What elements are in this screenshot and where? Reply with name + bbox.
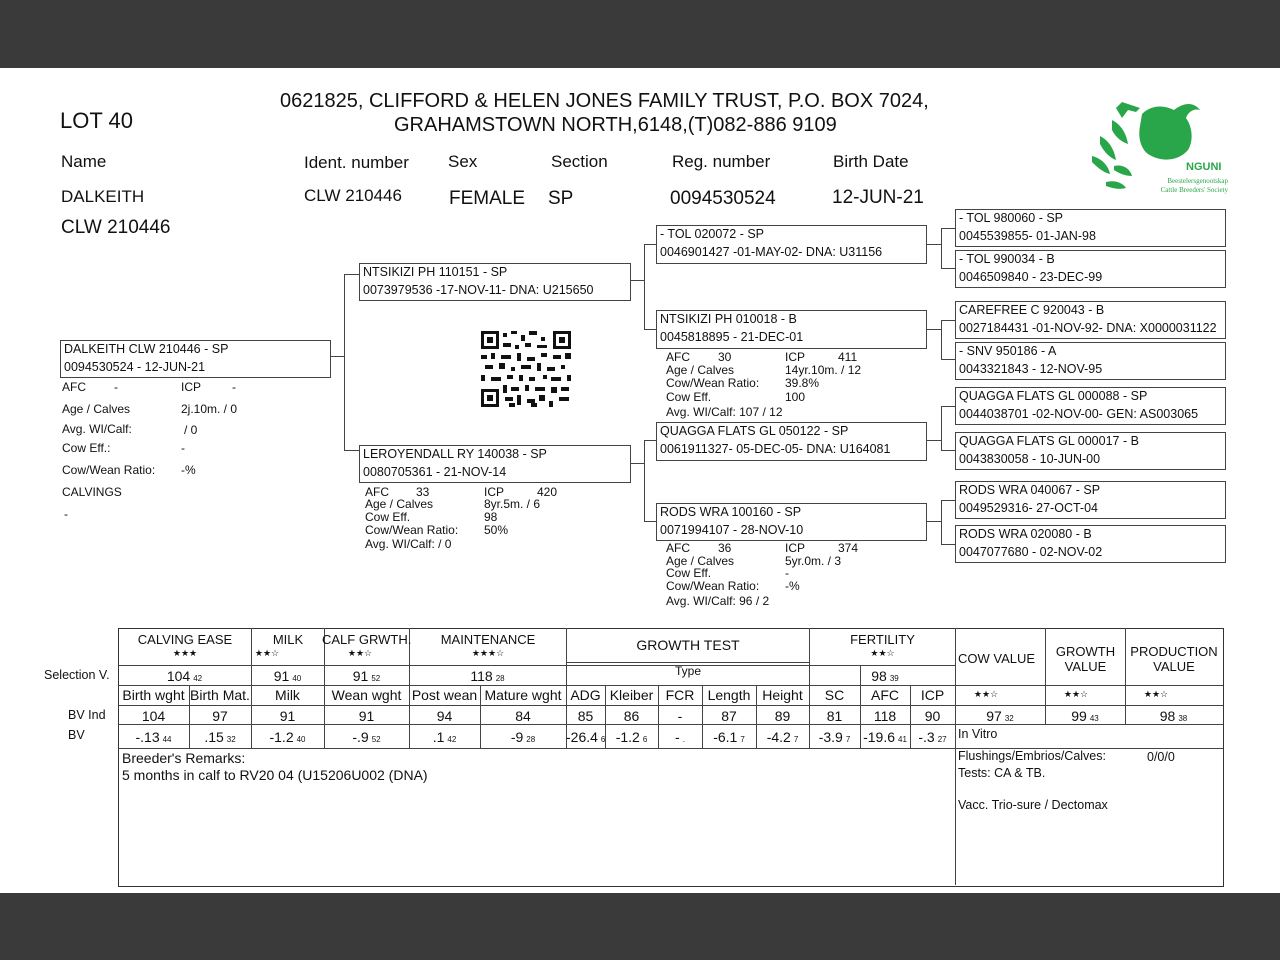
table-rule bbox=[118, 665, 955, 666]
bv-ind-cell: 84 bbox=[515, 708, 531, 724]
pedigree-line bbox=[644, 440, 645, 522]
pedigree-line bbox=[941, 544, 955, 545]
bv-ind-cell: 85 bbox=[577, 708, 594, 724]
column-header: Post wean bbox=[411, 687, 478, 703]
sd-age-label: Age / Calves bbox=[666, 363, 735, 377]
group-growth-test: GROWTH TEST bbox=[636, 637, 740, 653]
in-vitro-label: In Vitro bbox=[958, 727, 998, 741]
dd-afc: 36 bbox=[718, 541, 732, 555]
ggp-name: - SNV 950186 - A bbox=[959, 344, 1057, 358]
pedigree-line bbox=[329, 356, 345, 357]
ds-reg: 0061911327- 05-DEC-05- DNA: U164081 bbox=[660, 442, 891, 456]
self-afc-label: AFC bbox=[62, 380, 86, 394]
stars-milk: ★★☆ bbox=[254, 648, 280, 658]
pedigree-line bbox=[926, 329, 942, 330]
group-calving-ease: CALVING EASE bbox=[137, 632, 233, 647]
column-header: Milk bbox=[275, 687, 300, 703]
self-age-label: Age / Calves bbox=[62, 402, 131, 416]
sire-box bbox=[359, 263, 631, 301]
ggp-name: CAREFREE C 920043 - B bbox=[959, 303, 1105, 317]
bv-cell: .1 42 bbox=[432, 729, 457, 745]
pedigree-line bbox=[344, 274, 345, 451]
group-production-value: PRODUCTION VALUE bbox=[1130, 644, 1218, 674]
pedigree-line bbox=[941, 406, 942, 450]
row-label-selection: Selection V. bbox=[44, 668, 110, 682]
animal-ident-line: CLW 210446 bbox=[61, 217, 171, 238]
animal-reg: 0094530524 bbox=[670, 188, 776, 209]
bv-ind-cell: 90 bbox=[924, 708, 941, 724]
bv-cell: -6.1 7 bbox=[713, 729, 745, 745]
stars-growth-value: ★★☆ bbox=[1063, 689, 1089, 699]
sire-reg: 0073979536 -17-NOV-11- DNA: U215650 bbox=[363, 283, 594, 297]
bv-ind-cell: 87 bbox=[721, 708, 737, 724]
bv-cell: - . bbox=[675, 729, 685, 745]
selection-cell: 104 42 bbox=[166, 668, 203, 684]
ss-name: - TOL 020072 - SP bbox=[660, 227, 764, 241]
column-header: Wean wght bbox=[331, 687, 402, 703]
nguni-logo bbox=[1082, 96, 1232, 200]
header-section: Section bbox=[551, 152, 608, 171]
dam-dam-box bbox=[656, 503, 927, 541]
dam-afc: 33 bbox=[416, 485, 430, 499]
bv-ind-cell: - bbox=[677, 708, 683, 724]
sd-age: 14yr.10m. / 12 bbox=[785, 363, 862, 377]
animal-section: SP bbox=[548, 188, 574, 209]
header-ident: Ident. number bbox=[304, 153, 409, 172]
pedigree-line bbox=[941, 320, 942, 359]
dam-reg: 0080705361 - 21-NOV-14 bbox=[363, 465, 507, 479]
sd-afc: 30 bbox=[718, 350, 732, 364]
ggp-box-4 bbox=[955, 342, 1226, 380]
sd-icp: 411 bbox=[838, 350, 858, 364]
pedigree-line bbox=[629, 280, 645, 281]
animal-name: DALKEITH bbox=[61, 187, 145, 206]
catalogue-page bbox=[0, 68, 1280, 893]
dd-ratio-label: Cow/Wean Ratio: bbox=[666, 579, 760, 593]
column-header: AFC bbox=[871, 687, 899, 703]
sd-ratio-label: Cow/Wean Ratio: bbox=[666, 376, 760, 390]
self-pedigree-box bbox=[60, 340, 331, 378]
bv-cell: -.13 44 bbox=[135, 729, 172, 745]
ggp-reg: 0046509840 - 23-DEC-99 bbox=[959, 270, 1103, 284]
dam-name: LEROYENDALL RY 140038 - SP bbox=[363, 447, 547, 461]
pedigree-line bbox=[941, 500, 955, 501]
column-header: Height bbox=[762, 687, 803, 703]
table-rule bbox=[955, 628, 956, 885]
bv-ind-cell: 94 bbox=[436, 708, 453, 724]
bv-ind-cell: 81 bbox=[826, 708, 843, 724]
self-eff-label: Cow Eff.: bbox=[62, 441, 111, 455]
column-header: Birth Mat. bbox=[190, 687, 250, 703]
group-growth-value: GROWTH VALUE bbox=[1055, 644, 1116, 674]
self-wi-label: Avg. WI/Calf: bbox=[62, 422, 132, 436]
dam-wi: Avg. WI/Calf: / 0 bbox=[365, 537, 452, 551]
dd-icp: 374 bbox=[838, 541, 859, 555]
ggp-box-2 bbox=[955, 250, 1226, 288]
sd-reg: 0045818895 - 21-DEC-01 bbox=[660, 330, 804, 344]
ggp-box-8 bbox=[955, 525, 1226, 563]
bv-cell: .15 32 bbox=[204, 729, 236, 745]
ggp-box-6 bbox=[955, 432, 1226, 470]
flushings-label: Flushings/Embrios/Calves: bbox=[958, 749, 1106, 763]
selection-cell: 118 28 bbox=[470, 668, 505, 684]
sire-name: NTSIKIZI PH 110151 - SP bbox=[363, 265, 508, 279]
pedigree-line bbox=[344, 450, 360, 451]
ggp-reg: 0047077680 - 02-NOV-02 bbox=[959, 545, 1103, 559]
self-wi: / 0 bbox=[184, 423, 198, 437]
ggp-name: RODS WRA 040067 - SP bbox=[959, 483, 1101, 497]
self-name: DALKEITH CLW 210446 - SP bbox=[64, 342, 229, 356]
breeder-line-2: GRAHAMSTOWN NORTH,6148,(T)082-886 9109 bbox=[394, 114, 837, 136]
group-cow-value: COW VALUE bbox=[958, 651, 1036, 666]
stars-production-value: ★★☆ bbox=[1143, 689, 1169, 699]
column-header: FCR bbox=[665, 687, 695, 703]
dd-ratio: -% bbox=[785, 579, 800, 593]
column-header: Birth wght bbox=[122, 687, 185, 703]
pedigree-line bbox=[926, 244, 942, 245]
table-rule bbox=[118, 685, 1223, 686]
dam-age: 8yr.5m. / 6 bbox=[484, 497, 541, 511]
self-age: 2j.10m. / 0 bbox=[181, 402, 238, 416]
self-reg: 0094530524 - 12-JUN-21 bbox=[64, 360, 206, 374]
group-fertility: FERTILITY bbox=[850, 632, 915, 647]
flushings-value: 0/0/0 bbox=[1147, 750, 1175, 764]
pedigree-line bbox=[941, 228, 942, 268]
calvings-label: CALVINGS bbox=[62, 485, 122, 499]
header-birth: Birth Date bbox=[833, 152, 909, 171]
sd-eff: 100 bbox=[785, 390, 806, 404]
group-maintenance: MAINTENANCE bbox=[440, 632, 536, 647]
dd-icp-label: ICP bbox=[785, 541, 806, 555]
qr-code bbox=[481, 331, 571, 407]
header-reg: Reg. number bbox=[672, 152, 771, 171]
logo-society-1: Beestelersgenootskap bbox=[1167, 177, 1228, 185]
sd-ratio: 39.8% bbox=[785, 376, 820, 390]
ggp-reg: 0043830058 - 10-JUN-00 bbox=[959, 452, 1101, 466]
bottom-bar bbox=[0, 893, 1280, 960]
logo-society-2: Cattle Breeders' Society bbox=[1160, 186, 1228, 194]
pedigree-line bbox=[644, 521, 656, 522]
dam-sire-box bbox=[656, 422, 927, 461]
pedigree-line bbox=[926, 521, 942, 522]
dam-ratio: 50% bbox=[484, 523, 509, 537]
pedigree-line bbox=[644, 244, 656, 245]
pedigree-line bbox=[941, 406, 955, 407]
vaccination-note: Vacc. Trio-sure / Dectomax bbox=[958, 798, 1108, 812]
type-label: Type bbox=[674, 664, 701, 678]
self-ratio-label: Cow/Wean Ratio: bbox=[62, 463, 156, 477]
self-eff: - bbox=[181, 441, 185, 455]
pedigree-line bbox=[941, 320, 955, 321]
bv-cell: -.9 52 bbox=[352, 729, 381, 745]
bv-ind-cell: 97 bbox=[212, 708, 228, 724]
ds-name: QUAGGA FLATS GL 050122 - SP bbox=[660, 424, 849, 438]
sd-name: NTSIKIZI PH 010018 - B bbox=[660, 312, 797, 326]
table-rule bbox=[118, 724, 1223, 725]
self-afc: - bbox=[114, 380, 118, 394]
column-header: Length bbox=[707, 687, 751, 703]
ggp-box-1 bbox=[955, 209, 1226, 247]
tests-note: Tests: CA & TB. bbox=[958, 766, 1046, 780]
dam-eff: 98 bbox=[484, 510, 498, 524]
dd-reg: 0071994107 - 28-NOV-10 bbox=[660, 523, 804, 537]
ggp-name: QUAGGA FLATS GL 000017 - B bbox=[959, 434, 1139, 448]
self-icp-label: ICP bbox=[181, 380, 202, 394]
column-header: SC bbox=[824, 687, 845, 703]
ggp-name: QUAGGA FLATS GL 000088 - SP bbox=[959, 389, 1148, 403]
self-ratio: -% bbox=[181, 463, 196, 477]
pedigree-line bbox=[644, 440, 656, 441]
pedigree-line bbox=[926, 440, 942, 441]
dam-box bbox=[359, 445, 631, 483]
ggp-box-5 bbox=[955, 387, 1226, 425]
animal-sex: FEMALE bbox=[449, 188, 526, 209]
bv-cell: -4.2 7 bbox=[766, 729, 799, 745]
pedigree-line bbox=[941, 500, 942, 545]
sd-icp-label: ICP bbox=[785, 350, 806, 364]
nguni-bull-icon bbox=[1082, 96, 1232, 200]
breeder-line-1: 0621825, CLIFFORD & HELEN JONES FAMILY TRUST, P.O. BOX 7024, bbox=[280, 90, 929, 112]
remarks-label: Breeder's Remarks: bbox=[122, 750, 246, 766]
pedigree-line bbox=[941, 268, 955, 269]
group-calf-growth: CALF GRWTH. bbox=[322, 632, 412, 647]
sd-afc-label: AFC bbox=[666, 350, 690, 364]
pedigree-line bbox=[941, 359, 955, 360]
stars-calf-growth: ★★☆ bbox=[347, 648, 373, 658]
self-icp: - bbox=[232, 380, 236, 394]
column-header: ADG bbox=[570, 687, 601, 703]
stars-calving-ease: ★★★ bbox=[172, 648, 198, 658]
column-header: Mature wght bbox=[484, 687, 562, 703]
dd-name: RODS WRA 100160 - SP bbox=[660, 505, 802, 519]
ggp-box-7 bbox=[955, 481, 1226, 519]
stars-maintenance: ★★★☆ bbox=[471, 648, 505, 658]
bv-ind-cell: 89 bbox=[774, 708, 791, 724]
value-index-cell: 98 38 bbox=[1159, 708, 1188, 724]
pedigree-line bbox=[629, 463, 645, 464]
dd-wi: Avg. WI/Calf: 96 / 2 bbox=[666, 594, 770, 608]
value-index-cell: 99 43 bbox=[1071, 708, 1099, 724]
dam-afc-label: AFC bbox=[365, 485, 389, 499]
ggp-reg: 0045539855- 01-JAN-98 bbox=[959, 229, 1096, 243]
table-rule bbox=[566, 662, 809, 663]
stars-fertility: ★★☆ bbox=[870, 648, 895, 658]
ggp-reg: 0043321843 - 12-NOV-95 bbox=[959, 362, 1103, 376]
ggp-box-3 bbox=[955, 301, 1226, 339]
bv-ind-cell: 86 bbox=[623, 708, 640, 724]
animal-birth: 12-JUN-21 bbox=[832, 187, 924, 208]
sire-sire-box bbox=[656, 225, 927, 264]
remarks-text: 5 months in calf to RV20 04 (U15206U002 (DNA) bbox=[122, 767, 428, 783]
ggp-reg: 0044038701 -02-NOV-00- GEN: AS003065 bbox=[959, 407, 1199, 421]
dam-ratio-label: Cow/Wean Ratio: bbox=[365, 523, 459, 537]
dam-icp-label: ICP bbox=[484, 485, 505, 499]
ggp-name: RODS WRA 020080 - B bbox=[959, 527, 1092, 541]
group-milk: MILK bbox=[272, 632, 304, 647]
ggp-reg: 0027184431 -01-NOV-92- DNA: X0000031122 bbox=[959, 321, 1217, 335]
selection-cell: 98 39 bbox=[871, 668, 899, 684]
bv-ind-cell: 104 bbox=[141, 708, 166, 724]
sd-eff-label: Cow Eff. bbox=[666, 390, 712, 404]
sd-wi: Avg. WI/Calf: 107 / 12 bbox=[666, 405, 783, 419]
selection-cell: 91 52 bbox=[352, 668, 381, 684]
dd-eff-label: Cow Eff. bbox=[666, 566, 712, 580]
pedigree-line bbox=[644, 244, 645, 330]
pedigree-line bbox=[644, 329, 656, 330]
ggp-name: - TOL 980060 - SP bbox=[959, 211, 1063, 225]
lot-number: LOT 40 bbox=[60, 108, 133, 133]
bv-cell: -9 28 bbox=[510, 729, 536, 745]
bv-ind-cell: 91 bbox=[358, 708, 375, 724]
ss-reg: 0046901427 -01-MAY-02- DNA: U31156 bbox=[660, 245, 883, 259]
bv-cell: -3.9 7 bbox=[818, 729, 851, 745]
ggp-reg: 0049529316- 27-OCT-04 bbox=[959, 501, 1098, 515]
calvings-value: - bbox=[64, 507, 68, 521]
bv-cell: -26.4 6 bbox=[566, 729, 606, 745]
bv-ind-cell: 118 bbox=[873, 708, 897, 724]
header-name: Name bbox=[61, 152, 107, 171]
bv-cell: -1.2 40 bbox=[269, 729, 306, 745]
column-header: Kleiber bbox=[609, 687, 654, 703]
dam-eff-label: Cow Eff. bbox=[365, 510, 411, 524]
dd-eff: - bbox=[785, 566, 789, 580]
logo-name: NGUNI bbox=[1186, 161, 1222, 173]
row-label-bv: BV bbox=[68, 728, 85, 742]
dam-icp: 420 bbox=[537, 485, 558, 499]
bv-cell: -.3 27 bbox=[918, 729, 947, 745]
selection-cell: 91 40 bbox=[273, 668, 302, 684]
pedigree-line bbox=[941, 228, 955, 229]
dd-afc-label: AFC bbox=[666, 541, 690, 555]
qr-code-icon bbox=[481, 331, 571, 407]
bv-cell: -19.6 41 bbox=[863, 729, 907, 745]
bv-ind-cell: 91 bbox=[279, 708, 296, 724]
column-header: ICP bbox=[920, 687, 945, 703]
value-index-cell: 97 32 bbox=[986, 708, 1014, 724]
stars-cow-value: ★★☆ bbox=[973, 689, 999, 699]
header-sex: Sex bbox=[448, 152, 478, 171]
animal-ident: CLW 210446 bbox=[304, 186, 402, 205]
sire-dam-box bbox=[656, 310, 927, 349]
dd-age-label: Age / Calves bbox=[666, 554, 735, 568]
pedigree-line bbox=[344, 274, 360, 275]
table-rule bbox=[118, 705, 1223, 706]
pedigree-line bbox=[941, 450, 955, 451]
ggp-name: - TOL 990034 - B bbox=[959, 252, 1055, 266]
row-label-bv-ind: BV Ind bbox=[68, 708, 106, 722]
dd-age: 5yr.0m. / 3 bbox=[785, 554, 842, 568]
bv-cell: -1.2 6 bbox=[615, 729, 648, 745]
dam-age-label: Age / Calves bbox=[365, 497, 434, 511]
top-bar bbox=[0, 0, 1280, 68]
